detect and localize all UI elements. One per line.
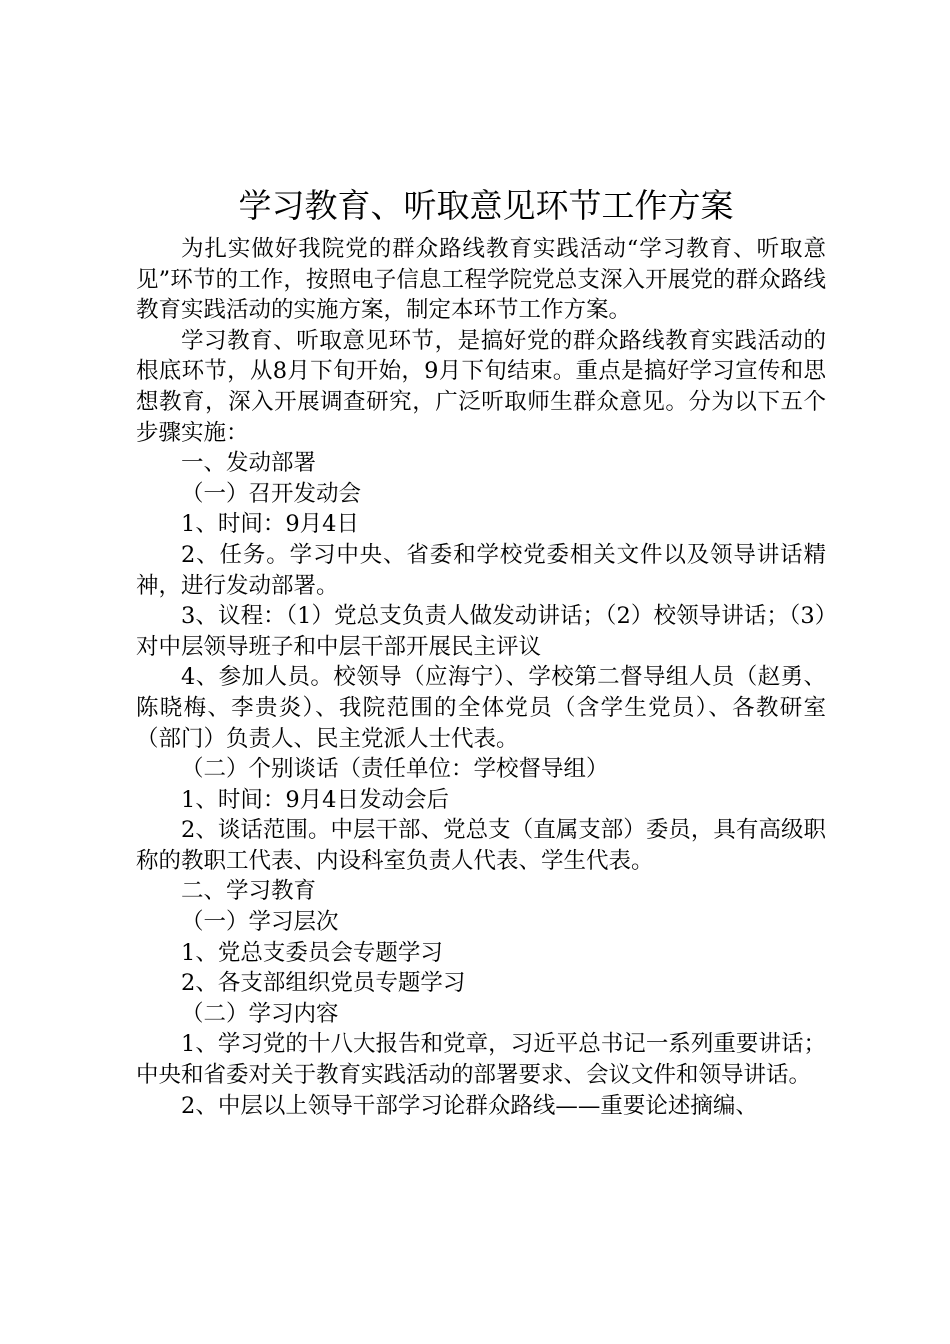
paragraph-item: 2、各支部组织党员专题学习: [181, 970, 466, 997]
paragraph-item: 1、时间：9月4日: [181, 511, 359, 538]
paragraph-item: 3、议程：（1）党总支负责人做发动讲话；（2）校领导讲话；（3）对中层领导班子和中层干部开展民主评议: [136, 603, 826, 660]
paragraph-item: 2、中层以上领导干部学习论群众路线——重要论述摘编、: [181, 1092, 758, 1119]
paragraph-overview: 学习教育、听取意见环节，是搞好党的群众路线教育实践活动的根底环节，从8月下旬开始，9月下旬结束。重点是搞好学习宣传和思想教育，深入开展调查研究，广泛听取师生群众意见。分为以下五个步骤实施：: [136, 327, 826, 446]
subsection-heading-talks: （二）个别谈话（责任单位：学校督导组）: [181, 756, 609, 783]
paragraph-item: 2、任务。学习中央、省委和学校党委相关文件以及领导讲话精神，进行发动部署。: [136, 541, 826, 599]
paragraph-item: 1、时间：9月4日发动会后: [181, 786, 449, 813]
section-heading-mobilize: 一、发动部署: [181, 450, 317, 477]
document-page: [136, 183, 826, 1121]
subsection-heading-levels: （一）学习层次: [181, 909, 339, 936]
subsection-heading-content: （二）学习内容: [181, 1000, 339, 1027]
paragraph-intro: 为扎实做好我院党的群众路线教育实践活动“学习教育、听取意见”环节的工作，按照电子信息工程学院党总支深入开展党的群众路线教育实践活动的实施方案，制定本环节工作方案。: [136, 236, 826, 324]
document-body: [136, 234, 826, 1121]
paragraph-item: 2、谈话范围。中层干部、党总支（直属支部）委员，具有高级职称的教职工代表、内设科室负责人代表、学生代表。: [136, 817, 826, 874]
document-title: 学习教育、听取意见环节工作方案: [238, 186, 734, 225]
section-heading-study: 二、学习教育: [181, 878, 317, 905]
paragraph-item: 4、参加人员。校领导（应海宁）、学校第二督导组人员（赵勇、陈晓梅、李贵炎）、我院范围的全体党员（含学生党员）、各教研室（部门）负责人、民主党派人士代表。: [136, 664, 826, 752]
paragraph-item: 1、党总支委员会专题学习: [181, 939, 443, 966]
subsection-heading-meeting: （一）召开发动会: [181, 480, 362, 507]
paragraph-item: 1、学习党的十八大报告和党章，习近平总书记一系列重要讲话；中央和省委对关于教育实践活动的部署要求、会议文件和领导讲话。: [136, 1031, 826, 1089]
